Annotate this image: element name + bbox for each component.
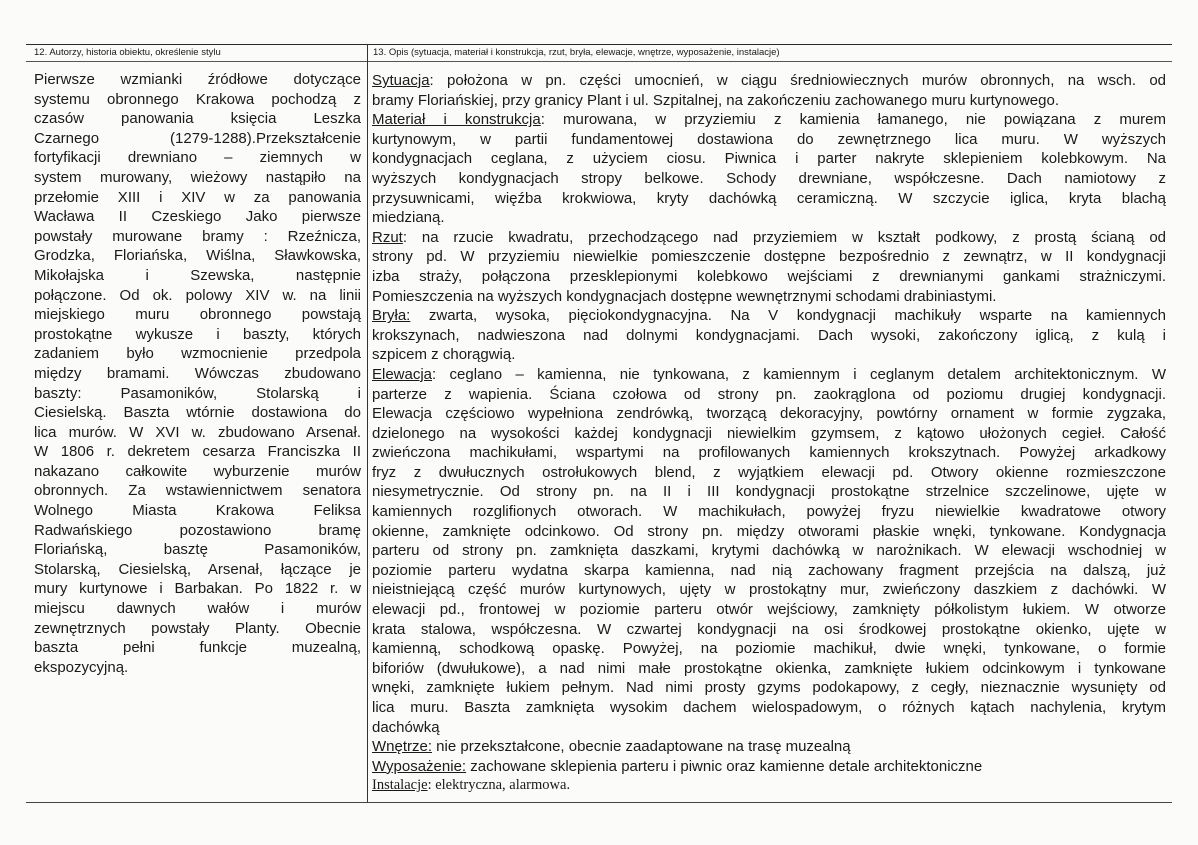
history-line: nakazano całkowite wyburzenie murów (34, 462, 361, 480)
description-text-run: : położona w pn. części umocnień, w ciągu średniowiecznych murów obronnych, na wsch. od (429, 72, 1166, 89)
description-line (372, 267, 1166, 287)
history-line: przełomie XIII i XIV w za panowania (34, 188, 361, 206)
description-text-run: biforiów (dwułukowe), a nad nimi małe prostokątne okienka, zamknięte łukiem odcinkowym i tynkowane (372, 659, 1166, 677)
history-line: obronnych. Za wstawiennictwem senatora (34, 482, 361, 500)
section-label: Wnętrze: (372, 738, 433, 756)
history-line: Stolarską, Ciesielską, Arsenał, łączące je (34, 560, 361, 578)
description-text-run: nie przekształcone, obecnie zaadaptowane na trasę muzealną (432, 738, 851, 756)
description-line (372, 718, 1166, 738)
header-rule (26, 61, 1172, 62)
description-line (372, 776, 1166, 796)
history-line: między bramami. Wówczas zbudowano (34, 364, 361, 382)
description-text-run: poziomie parteru wydatna skarpa kamienna, nad nią zachowany fragment przejścia na dalszą, już (372, 561, 1166, 579)
description-text-run: zwieńczona machikułami, wspartymi na profilowanych kamiennych krokszytnach. Powyżej arkadkowy (372, 444, 1166, 462)
description-text-run: przysuwnicami, więźba krokwiowa, kryty dachówką ceramiczną. W szczycie iglica, kryta blachą (372, 189, 1166, 207)
history-line: mury kurtynowe i Barbakan. Po 1822 r. w (34, 580, 361, 598)
section-label: Rzut (372, 228, 403, 246)
description-line (372, 228, 1166, 248)
description-line (372, 71, 1166, 91)
description-text-run: parterze z wapienia. Ściana czołowa od strony pn. zaokrąglona od poziomu drugiej kondygnacji. (372, 385, 1166, 403)
description-text-run: okienne, zamknięte odcinkowo. Od strony pn. między otworami płaskie wnęki, tynkowane. Kondygnacja (372, 522, 1166, 540)
history-line: Czarnego (1279-1288).Przekształcenie (34, 129, 361, 147)
history-line: Floriańską, basztę Pasamoników, (34, 541, 361, 559)
description-text-run: zachowane sklepienia parteru i piwnic oraz kamienne detale architektoniczne (466, 757, 983, 775)
description-line (372, 659, 1166, 679)
description-text-run: nieistniejącą część murów kurtynowych, ujęty w prostokątny mur, zwieńczony daszkiem z dachówki. W (372, 581, 1166, 599)
history-line: Ciesielską. Baszta wtórnie dostawiona do (34, 404, 361, 422)
record-sheet (26, 44, 1172, 804)
history-line: lica murów. W XVI w. zbudowano Arsenał. (34, 423, 361, 441)
description-text-run: : na rzucie kwadratu, przechodzącego nad przyziemiem w kształt podkowy, z prostą ścianą od (402, 228, 1166, 246)
description-text-run: strony pd. W przyziemiu niewielkie pomieszczenie dostępne bezpośrednio z zewnątrz, w II kondygnacji (372, 248, 1166, 266)
description-line (372, 287, 1166, 307)
history-line: Mikołajska i Szewska, następnie (34, 266, 361, 284)
history-line: baszta pełni funkcje muzealną, (34, 639, 361, 657)
section-label: Sytuacja (372, 72, 430, 89)
description-text-run: Elewacja częściowo wypełniona zendrówką, tworzącą dekoracyjny, powtórny ornament w formie zygzaka, (372, 405, 1166, 423)
history-line: połączone. Od ok. polowy XIV w. na linii (34, 286, 361, 304)
section-label: Elewacja (372, 365, 433, 383)
description-text-run: wnęki, zamknięte łukiem pełnym. Nad nimi prosty gzyms podokapowy, z cegły, nieznacznie wysunięty od (372, 679, 1166, 697)
description-text-run: wyższych kondygnacjach stropy belkowe. Schody drewniane, współczesne. Dach namiotowy z (372, 169, 1166, 187)
description-text-run: kamiennych rozglifionych otworach. W machikułach, powyżej fryzu niewielkie kwadratowe otwory (372, 503, 1166, 521)
description-line (372, 698, 1166, 718)
description-text-run: elewacji pd., frontowej w poziomie parteru otwór wejściowy, zamknięty półkolistym łukiem. W otworze (372, 601, 1166, 619)
description-line (372, 208, 1166, 228)
history-line: Wacława II Czeskiego Jako pierwsze (34, 208, 361, 226)
history-line: prostokątne wykusze i baszty, których (34, 325, 361, 343)
description-line (372, 482, 1166, 502)
description-text-run: miedzianą. (372, 209, 445, 227)
history-line: miejscu dawnych wałów i murów (34, 600, 361, 618)
description-line (372, 306, 1166, 326)
history-line: baszty: Pasamoników, Stolarską i (34, 384, 361, 402)
description-text-run: zwarta, wysoka, pięciokondygnacyjna. Na V kondygnacji machikuły wsparte na kamiennych (410, 307, 1166, 325)
description-line (372, 404, 1166, 424)
description-line (372, 385, 1166, 405)
history-text (34, 70, 361, 677)
description-line (372, 365, 1166, 385)
section-12-header: 12. Autorzy, historia obiektu, określenie stylu (34, 47, 221, 58)
history-line: W 1806 r. dekretem cesarza Franciszka II (34, 443, 361, 461)
history-line: powstały murowane bramy : Rzeźnicza, (34, 227, 361, 245)
history-line: Radwańskiego pozostawiono bramę (34, 521, 361, 539)
description-line (372, 678, 1166, 698)
description-line (372, 443, 1166, 463)
description-line (372, 541, 1166, 561)
description-line (372, 130, 1166, 150)
description-line (372, 345, 1166, 365)
description-line (372, 149, 1166, 169)
description-line (372, 757, 1166, 777)
history-line: systemu obronnego Krakowa pochodzą z (34, 90, 361, 108)
top-rule (26, 44, 1172, 45)
description-line (372, 620, 1166, 640)
description-line (372, 91, 1166, 111)
description-text-run: niesymetrycznie. Od strony pn. na II i III kondygnacji prostokątne strzelnice szczelinowe, ujęte w (372, 483, 1166, 501)
description-text-run: : murowana, w przyziemiu z kamienia łamanego, nie powiązana z murem (540, 111, 1166, 129)
description-text-run: dzielonego na wysokości każdej kondygnacji niewielkim gzymsem, z kątowo ułożonych cegieł. Całość (372, 424, 1166, 442)
history-line: zadaniem było wzmocnienie przedpola (34, 345, 361, 363)
description-line (372, 247, 1166, 267)
history-line: czasów panowania księcia Leszka (34, 110, 361, 128)
description-text-run: kondygnacjach ceglana, z użyciem ciosu. Piwnica i parter nakryte sklepieniem kolebkowym. Na (372, 150, 1166, 168)
description-text-run: kurtynowym, w partii fundamentowej dostawiona do zewnętrznego lica muru. W wyższych (372, 130, 1166, 148)
description-text-run: kamienną, schodkową opaskę. Powyżej, na poziomie machikuł, dwie wnęki, tynkowane, o formie (372, 640, 1166, 658)
history-line: zewnętrznych powstały Planty. Obecnie (34, 619, 361, 637)
description-text-run: : elektryczna, alarmowa. (427, 777, 571, 794)
description-text-run: szpicem z chorągwią. (372, 346, 516, 364)
description-line (372, 463, 1166, 483)
history-line: miejskiego muru obronnego powstają (34, 306, 361, 324)
section-label: Instalacje (372, 777, 428, 794)
description-text-run: : ceglano – kamienna, nie tynkowana, z kamiennym i ceglanym detalem architektonicznym. W (432, 365, 1166, 383)
description-text (372, 71, 1166, 796)
history-line: Pierwsze wzmianki źródłowe dotyczące (34, 71, 361, 88)
column-divider (367, 44, 368, 802)
description-line (372, 737, 1166, 757)
description-line (372, 424, 1166, 444)
description-text-run: parteru od strony pn. zamknięta daszkami, krytymi dachówką w narożnikach. W elewacji wschodniej w (372, 542, 1166, 560)
description-line (372, 522, 1166, 542)
description-text-run: krata stalowa, współczesna. W czwartej kondygnacji na osi środkowej prostokątne okienko, ujęte w (372, 620, 1166, 638)
description-text-run: fryz z dwułucznych ostrołukowych blend, z wyjątkiem elewacji pd. Otwory okienne rozmieszczone (372, 463, 1166, 481)
bottom-rule (26, 802, 1172, 803)
description-line (372, 580, 1166, 600)
description-line (372, 502, 1166, 522)
description-line (372, 600, 1166, 620)
section-label: Wyposażenie: (372, 757, 467, 775)
description-line (372, 561, 1166, 581)
history-line: Grodzka, Floriańska, Wiślna, Sławkowska, (34, 247, 361, 265)
description-line (372, 639, 1166, 659)
description-text-run: Pomieszczenia na wyższych kondygnacjach dostępne wewnętrznymi schodami drabiniastymi. (372, 287, 997, 305)
description-text-run: izba straży, połączona przesklepionymi kolebkowo wejściami z drewnianymi gankami strażniczymi. (372, 267, 1166, 285)
description-text-run: lica muru. Baszta zamknięta wysokim dachem wielospadowym, o różnych kątach nachylenia, krytym (372, 699, 1166, 716)
description-text-run: bramy Floriańskiej, przy granicy Plant i ul. Szpitalnej, na zakończeniu zachowanego muru kurtynowego. (372, 91, 1060, 109)
section-label: Materiał i konstrukcja (372, 111, 541, 129)
description-text-run: krokszynach, nadwieszona nad dolnymi kondygnacjami. Dach wysoki, zakończony iglicą, z kulą i (372, 326, 1166, 344)
section-label: Bryła: (372, 307, 411, 325)
description-text-run: dachówką (372, 718, 440, 736)
history-line: fortyfikacji drewniano – ziemnych w (34, 149, 361, 167)
description-line (372, 110, 1166, 130)
description-line (372, 169, 1166, 189)
history-line: system murowany, wieżowy nastąpiło na (34, 168, 361, 186)
history-line: ekspozycyjną. (34, 658, 129, 676)
history-line: Wolnego Miasta Krakowa Feliksa (34, 502, 361, 520)
section-13-header: 13. Opis (sytuacja, materiał i konstrukcja, rzut, bryła, elewacje, wnętrze, wyposażenie, instalacje) (373, 47, 780, 58)
description-line (372, 189, 1166, 209)
description-line (372, 326, 1166, 346)
